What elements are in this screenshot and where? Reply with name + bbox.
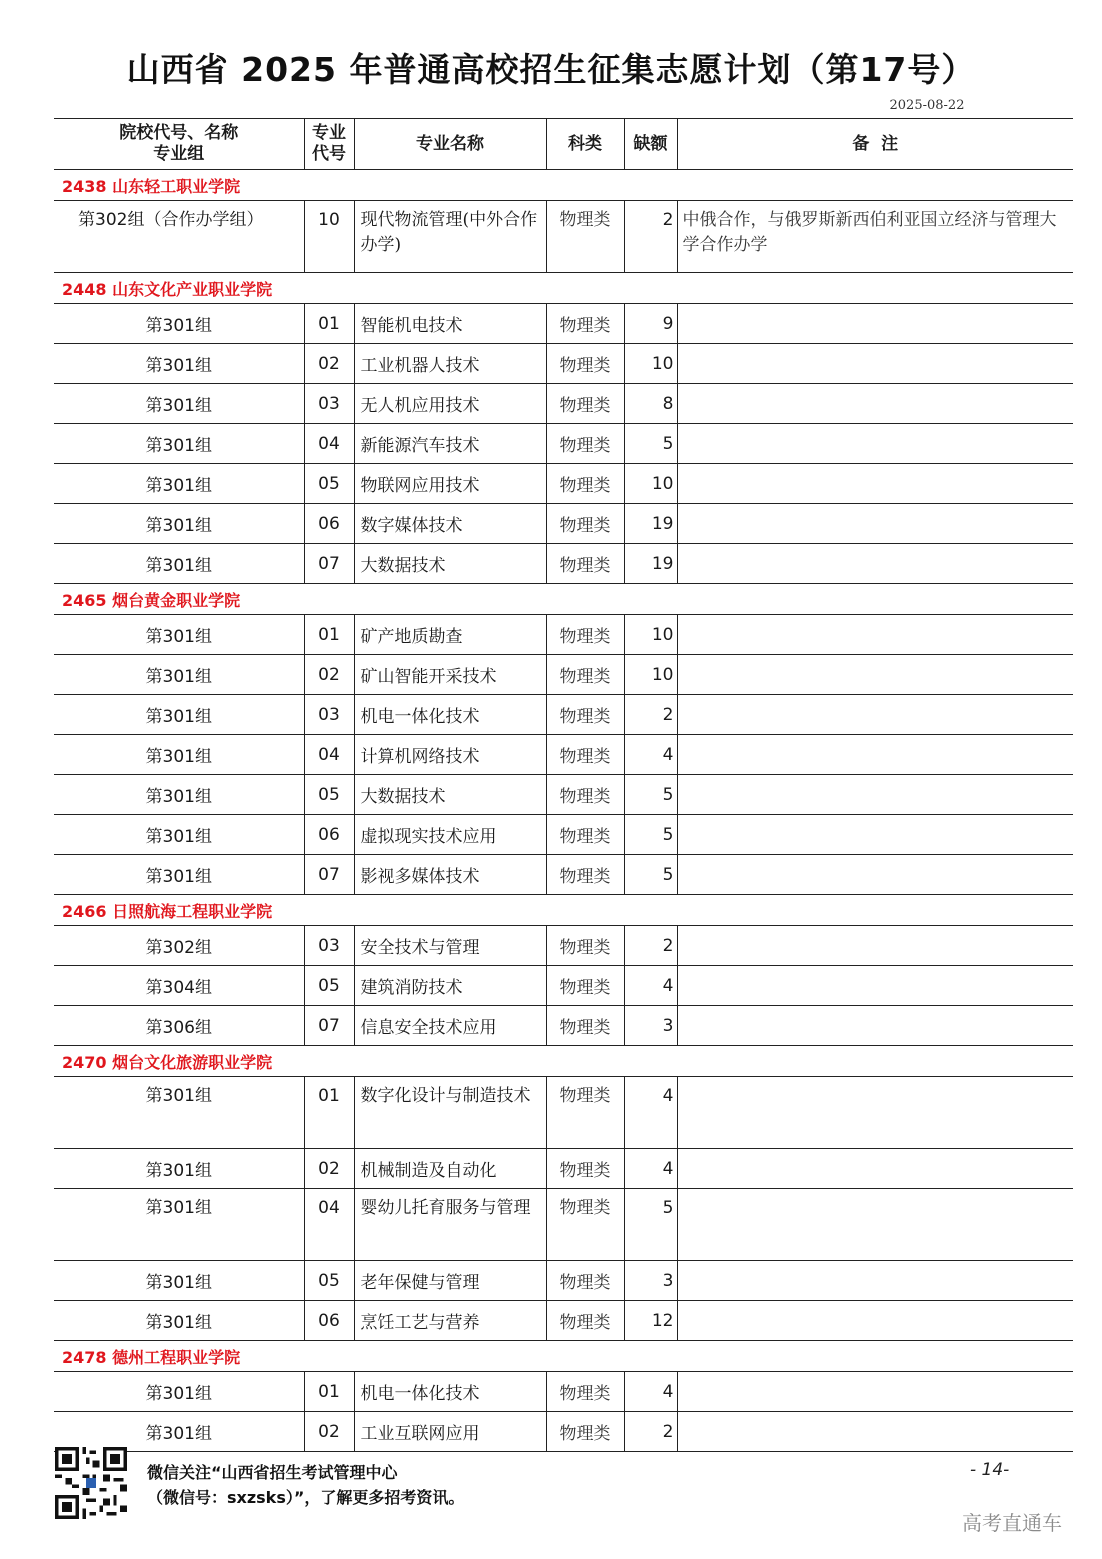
category-cell: 物理类 bbox=[546, 815, 624, 855]
code-cell: 05 bbox=[304, 775, 354, 815]
major-name-cell: 现代物流管理(中外合作办学) bbox=[354, 201, 546, 273]
group-cell: 第301组 bbox=[54, 815, 304, 855]
group-cell: 第301组 bbox=[54, 655, 304, 695]
quota-cell: 4 bbox=[624, 1149, 677, 1189]
group-cell: 第301组 bbox=[54, 544, 304, 584]
header-quota: 缺额 bbox=[624, 119, 677, 170]
major-name-cell: 无人机应用技术 bbox=[354, 384, 546, 424]
note-cell bbox=[677, 1006, 1073, 1046]
school-name: 2478 德州工程职业学院 bbox=[54, 1341, 1073, 1372]
table-row bbox=[54, 1149, 1073, 1189]
quota-cell: 4 bbox=[624, 1077, 677, 1149]
code-cell: 01 bbox=[304, 1372, 354, 1412]
group-cell: 第301组 bbox=[54, 1189, 304, 1261]
major-name-cell: 大数据技术 bbox=[354, 544, 546, 584]
table-row bbox=[54, 655, 1073, 695]
code-cell: 03 bbox=[304, 384, 354, 424]
group-cell: 第301组 bbox=[54, 464, 304, 504]
group-cell: 第301组 bbox=[54, 735, 304, 775]
note-cell bbox=[677, 1412, 1073, 1452]
note-cell bbox=[677, 855, 1073, 895]
publish-date: 2025-08-22 bbox=[889, 98, 965, 113]
major-name-cell: 机械制造及自动化 bbox=[354, 1149, 546, 1189]
major-name-cell: 工业机器人技术 bbox=[354, 344, 546, 384]
code-cell: 06 bbox=[304, 815, 354, 855]
quota-cell: 4 bbox=[624, 966, 677, 1006]
category-cell: 物理类 bbox=[546, 544, 624, 584]
note-cell bbox=[677, 1149, 1073, 1189]
note-cell bbox=[677, 655, 1073, 695]
table-row bbox=[54, 1006, 1073, 1046]
code-cell: 07 bbox=[304, 855, 354, 895]
school-name: 2448 山东文化产业职业学院 bbox=[54, 273, 1073, 304]
code-cell: 02 bbox=[304, 655, 354, 695]
table-row bbox=[54, 384, 1073, 424]
category-cell: 物理类 bbox=[546, 735, 624, 775]
code-cell: 05 bbox=[304, 464, 354, 504]
quota-cell: 10 bbox=[624, 655, 677, 695]
header-code: 专业 代号 bbox=[304, 119, 354, 170]
header-group: 院校代号、名称 专业组 bbox=[54, 119, 304, 170]
code-cell: 04 bbox=[304, 1189, 354, 1261]
note-cell bbox=[677, 615, 1073, 655]
code-cell: 05 bbox=[304, 1261, 354, 1301]
footer-line-1: 微信关注“山西省招生考试管理中心 bbox=[147, 1463, 398, 1482]
quota-cell: 19 bbox=[624, 544, 677, 584]
code-cell: 01 bbox=[304, 304, 354, 344]
table-row bbox=[54, 464, 1073, 504]
code-cell: 07 bbox=[304, 544, 354, 584]
note-cell bbox=[677, 695, 1073, 735]
category-cell: 物理类 bbox=[546, 1261, 624, 1301]
school-name: 2465 烟台黄金职业学院 bbox=[54, 584, 1073, 615]
note-cell bbox=[677, 384, 1073, 424]
code-cell: 01 bbox=[304, 615, 354, 655]
table-row bbox=[54, 544, 1073, 584]
table-row bbox=[54, 1412, 1073, 1452]
table-row bbox=[54, 695, 1073, 735]
major-name-cell: 安全技术与管理 bbox=[354, 926, 546, 966]
category-cell: 物理类 bbox=[546, 695, 624, 735]
table-row bbox=[54, 424, 1073, 464]
school-name: 2470 烟台文化旅游职业学院 bbox=[54, 1046, 1073, 1077]
table-row bbox=[54, 1189, 1073, 1261]
major-name-cell: 工业互联网应用 bbox=[354, 1412, 546, 1452]
table-row bbox=[54, 926, 1073, 966]
group-cell: 第302组 bbox=[54, 926, 304, 966]
code-cell: 05 bbox=[304, 966, 354, 1006]
major-name-cell: 新能源汽车技术 bbox=[354, 424, 546, 464]
major-name-cell: 信息安全技术应用 bbox=[354, 1006, 546, 1046]
code-cell: 02 bbox=[304, 344, 354, 384]
category-cell: 物理类 bbox=[546, 655, 624, 695]
group-cell: 第304组 bbox=[54, 966, 304, 1006]
category-cell: 物理类 bbox=[546, 1189, 624, 1261]
note-cell bbox=[677, 504, 1073, 544]
header-category: 科类 bbox=[546, 119, 624, 170]
category-cell: 物理类 bbox=[546, 1077, 624, 1149]
note-cell: 中俄合作，与俄罗斯新西伯利亚国立经济与管理大学合作办学 bbox=[677, 201, 1073, 273]
category-cell: 物理类 bbox=[546, 1372, 624, 1412]
table-row bbox=[54, 304, 1073, 344]
note-cell bbox=[677, 464, 1073, 504]
category-cell: 物理类 bbox=[546, 966, 624, 1006]
quota-cell: 2 bbox=[624, 695, 677, 735]
major-name-cell: 矿山智能开采技术 bbox=[354, 655, 546, 695]
code-cell: 06 bbox=[304, 1301, 354, 1341]
quota-cell: 4 bbox=[624, 1372, 677, 1412]
major-name-cell: 大数据技术 bbox=[354, 775, 546, 815]
watermark: 高考直通车 bbox=[962, 1511, 1062, 1535]
quota-cell: 5 bbox=[624, 775, 677, 815]
table-row bbox=[54, 775, 1073, 815]
note-cell bbox=[677, 815, 1073, 855]
group-cell: 第301组 bbox=[54, 1301, 304, 1341]
note-cell bbox=[677, 966, 1073, 1006]
quota-cell: 2 bbox=[624, 201, 677, 273]
table-row bbox=[54, 1372, 1073, 1412]
group-cell: 第301组 bbox=[54, 1149, 304, 1189]
group-cell: 第301组 bbox=[54, 615, 304, 655]
code-cell: 10 bbox=[304, 201, 354, 273]
table-row bbox=[54, 815, 1073, 855]
group-cell: 第301组 bbox=[54, 1372, 304, 1412]
major-name-cell: 数字媒体技术 bbox=[354, 504, 546, 544]
school-header-row bbox=[54, 584, 1073, 615]
table-row bbox=[54, 201, 1073, 273]
table-body bbox=[54, 170, 1073, 1452]
note-cell bbox=[677, 544, 1073, 584]
note-cell bbox=[677, 735, 1073, 775]
major-name-cell: 物联网应用技术 bbox=[354, 464, 546, 504]
group-cell: 第301组 bbox=[54, 1261, 304, 1301]
major-name-cell: 智能机电技术 bbox=[354, 304, 546, 344]
category-cell: 物理类 bbox=[546, 201, 624, 273]
table-row bbox=[54, 344, 1073, 384]
footer-line-2: （微信号：sxzsks）”，了解更多招考资讯。 bbox=[147, 1488, 465, 1507]
category-cell: 物理类 bbox=[546, 1006, 624, 1046]
qr-code-icon bbox=[55, 1447, 127, 1519]
code-cell: 04 bbox=[304, 424, 354, 464]
quota-cell: 8 bbox=[624, 384, 677, 424]
code-cell: 02 bbox=[304, 1412, 354, 1452]
note-cell bbox=[677, 1189, 1073, 1261]
footer-notice bbox=[147, 1460, 464, 1510]
table-row bbox=[54, 1077, 1073, 1149]
table-row bbox=[54, 1301, 1073, 1341]
note-cell bbox=[677, 1261, 1073, 1301]
quota-cell: 10 bbox=[624, 464, 677, 504]
group-cell: 第306组 bbox=[54, 1006, 304, 1046]
quota-cell: 5 bbox=[624, 815, 677, 855]
major-name-cell: 计算机网络技术 bbox=[354, 735, 546, 775]
code-cell: 06 bbox=[304, 504, 354, 544]
quota-cell: 19 bbox=[624, 504, 677, 544]
category-cell: 物理类 bbox=[546, 424, 624, 464]
category-cell: 物理类 bbox=[546, 855, 624, 895]
major-name-cell: 建筑消防技术 bbox=[354, 966, 546, 1006]
table-row bbox=[54, 615, 1073, 655]
school-header-row bbox=[54, 170, 1073, 201]
category-cell: 物理类 bbox=[546, 504, 624, 544]
group-cell: 第301组 bbox=[54, 1412, 304, 1452]
code-cell: 01 bbox=[304, 1077, 354, 1149]
table-header-row bbox=[54, 119, 1073, 170]
group-cell: 第301组 bbox=[54, 855, 304, 895]
major-name-cell: 影视多媒体技术 bbox=[354, 855, 546, 895]
table-row bbox=[54, 855, 1073, 895]
major-name-cell: 烹饪工艺与营养 bbox=[354, 1301, 546, 1341]
note-cell bbox=[677, 304, 1073, 344]
quota-cell: 9 bbox=[624, 304, 677, 344]
category-cell: 物理类 bbox=[546, 1301, 624, 1341]
major-name-cell: 矿产地质勘查 bbox=[354, 615, 546, 655]
school-header-row bbox=[54, 1046, 1073, 1077]
group-cell: 第301组 bbox=[54, 695, 304, 735]
quota-cell: 12 bbox=[624, 1301, 677, 1341]
group-cell: 第301组 bbox=[54, 504, 304, 544]
group-cell: 第302组（合作办学组） bbox=[54, 201, 304, 273]
page-number: - 14- bbox=[970, 1460, 1010, 1480]
category-cell: 物理类 bbox=[546, 1149, 624, 1189]
page-title: 山西省 2025 年普通高校招生征集志愿计划（第17号） bbox=[126, 50, 976, 89]
enrollment-plan-table bbox=[54, 118, 1073, 1452]
table-row bbox=[54, 966, 1073, 1006]
quota-cell: 2 bbox=[624, 926, 677, 966]
table-row bbox=[54, 504, 1073, 544]
category-cell: 物理类 bbox=[546, 1412, 624, 1452]
group-cell: 第301组 bbox=[54, 424, 304, 464]
code-cell: 03 bbox=[304, 695, 354, 735]
header-note: 备 注 bbox=[677, 119, 1073, 170]
group-cell: 第301组 bbox=[54, 304, 304, 344]
code-cell: 03 bbox=[304, 926, 354, 966]
header-name: 专业名称 bbox=[354, 119, 546, 170]
quota-cell: 3 bbox=[624, 1261, 677, 1301]
quota-cell: 4 bbox=[624, 735, 677, 775]
school-header-row bbox=[54, 273, 1073, 304]
note-cell bbox=[677, 424, 1073, 464]
note-cell bbox=[677, 344, 1073, 384]
note-cell bbox=[677, 775, 1073, 815]
school-header-row bbox=[54, 1341, 1073, 1372]
note-cell bbox=[677, 926, 1073, 966]
category-cell: 物理类 bbox=[546, 304, 624, 344]
quota-cell: 5 bbox=[624, 855, 677, 895]
note-cell bbox=[677, 1301, 1073, 1341]
quota-cell: 10 bbox=[624, 615, 677, 655]
quota-cell: 10 bbox=[624, 344, 677, 384]
major-name-cell: 婴幼儿托育服务与管理 bbox=[354, 1189, 546, 1261]
code-cell: 07 bbox=[304, 1006, 354, 1046]
major-name-cell: 虚拟现实技术应用 bbox=[354, 815, 546, 855]
note-cell bbox=[677, 1372, 1073, 1412]
quota-cell: 5 bbox=[624, 1189, 677, 1261]
note-cell bbox=[677, 1077, 1073, 1149]
code-cell: 02 bbox=[304, 1149, 354, 1189]
category-cell: 物理类 bbox=[546, 344, 624, 384]
group-cell: 第301组 bbox=[54, 1077, 304, 1149]
category-cell: 物理类 bbox=[546, 775, 624, 815]
group-cell: 第301组 bbox=[54, 775, 304, 815]
category-cell: 物理类 bbox=[546, 926, 624, 966]
school-header-row bbox=[54, 895, 1073, 926]
table-row bbox=[54, 1261, 1073, 1301]
quota-cell: 2 bbox=[624, 1412, 677, 1452]
table-row bbox=[54, 735, 1073, 775]
major-name-cell: 机电一体化技术 bbox=[354, 695, 546, 735]
group-cell: 第301组 bbox=[54, 384, 304, 424]
school-name: 2466 日照航海工程职业学院 bbox=[54, 895, 1073, 926]
category-cell: 物理类 bbox=[546, 464, 624, 504]
school-name: 2438 山东轻工职业学院 bbox=[54, 170, 1073, 201]
major-name-cell: 数字化设计与制造技术 bbox=[354, 1077, 546, 1149]
category-cell: 物理类 bbox=[546, 615, 624, 655]
code-cell: 04 bbox=[304, 735, 354, 775]
major-name-cell: 机电一体化技术 bbox=[354, 1372, 546, 1412]
major-name-cell: 老年保健与管理 bbox=[354, 1261, 546, 1301]
group-cell: 第301组 bbox=[54, 344, 304, 384]
quota-cell: 5 bbox=[624, 424, 677, 464]
quota-cell: 3 bbox=[624, 1006, 677, 1046]
category-cell: 物理类 bbox=[546, 384, 624, 424]
